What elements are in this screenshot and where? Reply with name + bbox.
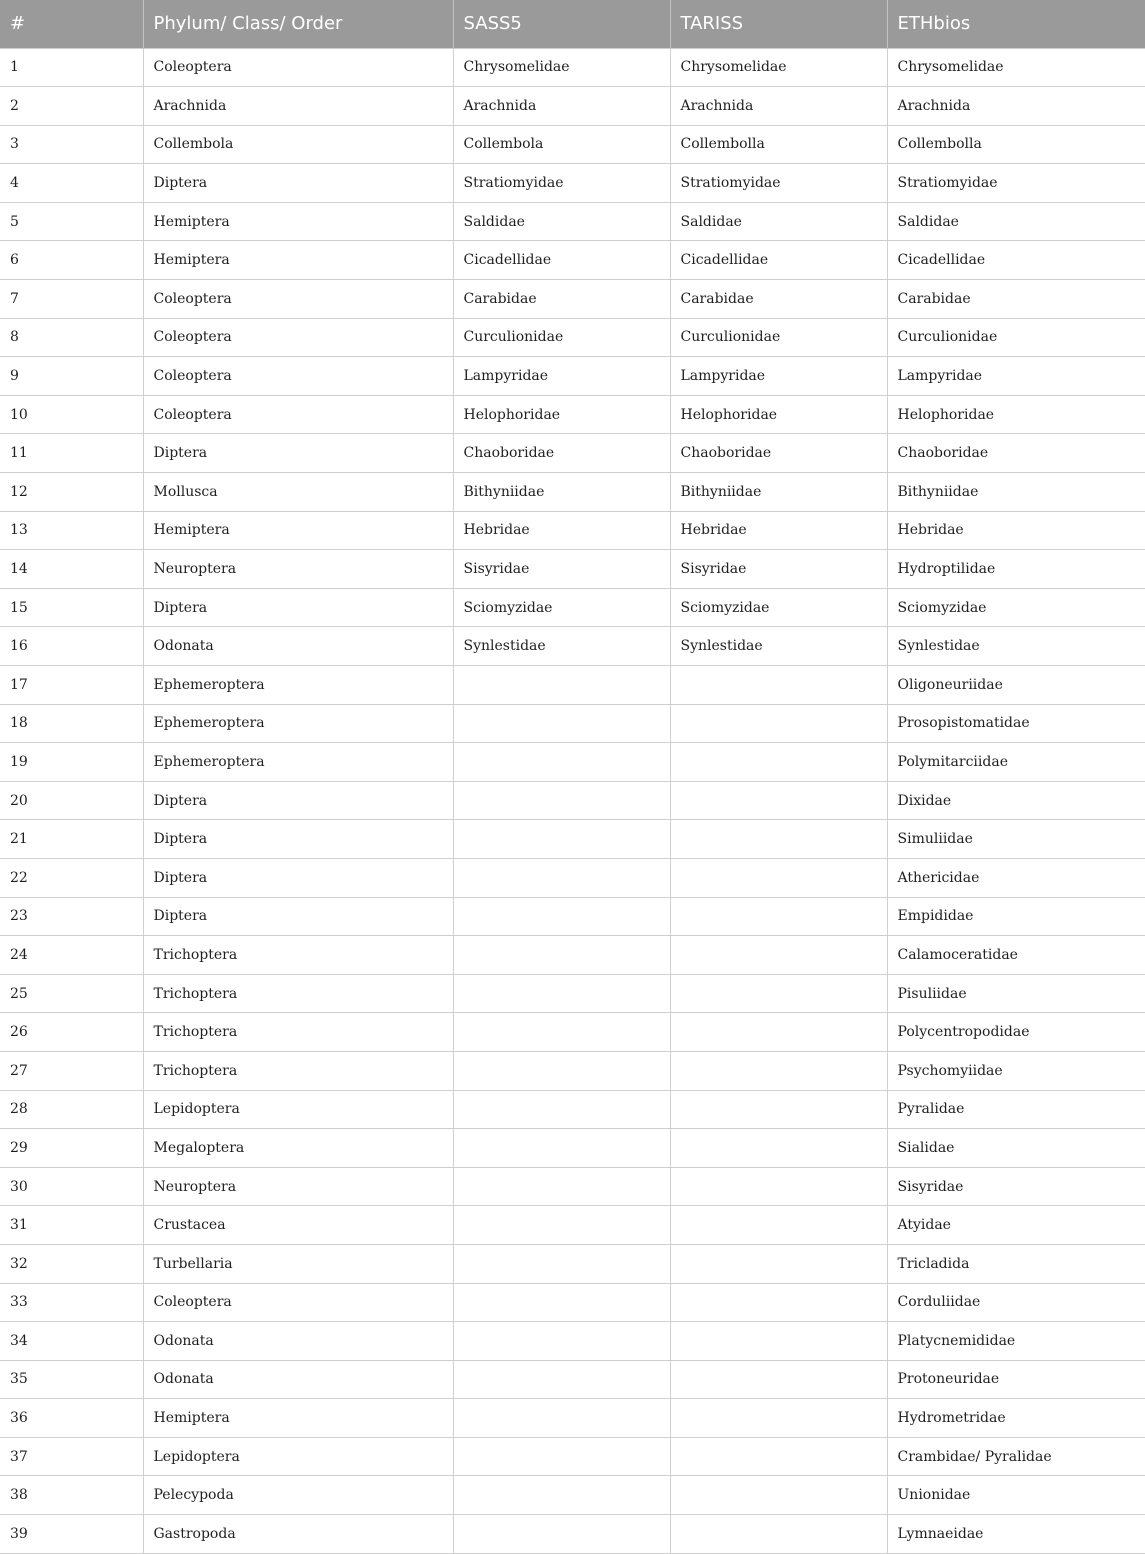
cell-sass5 — [453, 1399, 670, 1438]
table-row — [0, 627, 1145, 666]
cell-index: 38 — [0, 1476, 143, 1515]
cell-ethbios: Polycentropodidae — [887, 1013, 1145, 1052]
cell-sass5 — [453, 1244, 670, 1283]
cell-phylum-class-order: Coleoptera — [143, 1283, 453, 1322]
cell-index: 23 — [0, 897, 143, 936]
cell-sass5: Lampyridae — [453, 357, 670, 396]
cell-ethbios: Sciomyzidae — [887, 588, 1145, 627]
cell-ethbios: Sialidae — [887, 1129, 1145, 1168]
cell-sass5: Collembola — [453, 125, 670, 164]
table-row — [0, 395, 1145, 434]
cell-tariss — [670, 1515, 887, 1554]
cell-sass5 — [453, 1283, 670, 1322]
cell-ethbios: Lymnaeidae — [887, 1515, 1145, 1554]
cell-sass5: Sciomyzidae — [453, 588, 670, 627]
cell-ethbios: Platycnemididae — [887, 1322, 1145, 1361]
cell-ethbios: Cicadellidae — [887, 241, 1145, 280]
cell-ethbios: Chrysomelidae — [887, 48, 1145, 87]
cell-phylum-class-order: Lepidoptera — [143, 1090, 453, 1129]
cell-phylum-class-order: Trichoptera — [143, 1051, 453, 1090]
cell-phylum-class-order: Trichoptera — [143, 936, 453, 975]
cell-phylum-class-order: Diptera — [143, 897, 453, 936]
cell-phylum-class-order: Hemiptera — [143, 1399, 453, 1438]
table-row — [0, 318, 1145, 357]
cell-ethbios: Protoneuridae — [887, 1360, 1145, 1399]
cell-tariss: Chrysomelidae — [670, 48, 887, 87]
cell-sass5: Carabidae — [453, 280, 670, 319]
cell-ethbios: Empididae — [887, 897, 1145, 936]
cell-index: 18 — [0, 704, 143, 743]
cell-phylum-class-order: Ephemeroptera — [143, 666, 453, 705]
cell-sass5: Hebridae — [453, 511, 670, 550]
cell-index: 27 — [0, 1051, 143, 1090]
cell-phylum-class-order: Lepidoptera — [143, 1437, 453, 1476]
cell-tariss — [670, 974, 887, 1013]
cell-sass5: Synlestidae — [453, 627, 670, 666]
cell-phylum-class-order: Hemiptera — [143, 511, 453, 550]
cell-index: 35 — [0, 1360, 143, 1399]
cell-phylum-class-order: Coleoptera — [143, 48, 453, 87]
cell-ethbios: Calamoceratidae — [887, 936, 1145, 975]
header-row — [0, 0, 1145, 48]
cell-index: 7 — [0, 280, 143, 319]
cell-sass5 — [453, 1360, 670, 1399]
cell-tariss — [670, 1129, 887, 1168]
cell-ethbios: Carabidae — [887, 280, 1145, 319]
cell-phylum-class-order: Crustacea — [143, 1206, 453, 1245]
cell-index: 17 — [0, 666, 143, 705]
cell-tariss: Sisyridae — [670, 550, 887, 589]
cell-index: 22 — [0, 858, 143, 897]
cell-ethbios: Helophoridae — [887, 395, 1145, 434]
cell-index: 36 — [0, 1399, 143, 1438]
cell-phylum-class-order: Odonata — [143, 1322, 453, 1361]
cell-tariss — [670, 820, 887, 859]
cell-sass5: Helophoridae — [453, 395, 670, 434]
cell-tariss — [670, 1283, 887, 1322]
cell-index: 2 — [0, 87, 143, 126]
cell-sass5 — [453, 1129, 670, 1168]
cell-index: 33 — [0, 1283, 143, 1322]
table-row — [0, 936, 1145, 975]
cell-phylum-class-order: Mollusca — [143, 473, 453, 512]
cell-ethbios: Pyralidae — [887, 1090, 1145, 1129]
table-row — [0, 588, 1145, 627]
cell-ethbios: Corduliidae — [887, 1283, 1145, 1322]
cell-sass5 — [453, 936, 670, 975]
cell-tariss — [670, 1051, 887, 1090]
cell-sass5 — [453, 820, 670, 859]
cell-ethbios: Bithyniidae — [887, 473, 1145, 512]
cell-phylum-class-order: Coleoptera — [143, 395, 453, 434]
cell-sass5 — [453, 1090, 670, 1129]
table-row — [0, 1244, 1145, 1283]
cell-sass5 — [453, 858, 670, 897]
table-row — [0, 1283, 1145, 1322]
cell-tariss: Chaoboridae — [670, 434, 887, 473]
cell-sass5 — [453, 1013, 670, 1052]
cell-ethbios: Sisyridae — [887, 1167, 1145, 1206]
cell-ethbios: Hebridae — [887, 511, 1145, 550]
cell-phylum-class-order: Gastropoda — [143, 1515, 453, 1554]
cell-tariss: Hebridae — [670, 511, 887, 550]
table-header — [0, 0, 1145, 48]
table-row — [0, 87, 1145, 126]
table-row — [0, 280, 1145, 319]
cell-tariss — [670, 1013, 887, 1052]
cell-index: 26 — [0, 1013, 143, 1052]
table-row — [0, 1167, 1145, 1206]
cell-tariss — [670, 1360, 887, 1399]
cell-tariss — [670, 1167, 887, 1206]
cell-tariss: Lampyridae — [670, 357, 887, 396]
header-index: # — [0, 0, 143, 48]
cell-sass5 — [453, 897, 670, 936]
cell-phylum-class-order: Arachnida — [143, 87, 453, 126]
cell-tariss — [670, 1399, 887, 1438]
cell-index: 20 — [0, 781, 143, 820]
cell-index: 32 — [0, 1244, 143, 1283]
cell-sass5 — [453, 1322, 670, 1361]
cell-sass5 — [453, 781, 670, 820]
cell-tariss — [670, 1244, 887, 1283]
table-row — [0, 820, 1145, 859]
cell-index: 14 — [0, 550, 143, 589]
cell-ethbios: Curculionidae — [887, 318, 1145, 357]
cell-sass5 — [453, 974, 670, 1013]
cell-ethbios: Lampyridae — [887, 357, 1145, 396]
cell-index: 3 — [0, 125, 143, 164]
table-row — [0, 1206, 1145, 1245]
table-row — [0, 434, 1145, 473]
cell-sass5: Sisyridae — [453, 550, 670, 589]
table-body — [0, 48, 1145, 1553]
cell-ethbios: Dixidae — [887, 781, 1145, 820]
cell-phylum-class-order: Coleoptera — [143, 318, 453, 357]
cell-ethbios: Chaoboridae — [887, 434, 1145, 473]
table-row — [0, 1090, 1145, 1129]
cell-phylum-class-order: Diptera — [143, 781, 453, 820]
cell-index: 21 — [0, 820, 143, 859]
cell-index: 24 — [0, 936, 143, 975]
cell-sass5 — [453, 666, 670, 705]
table-row — [0, 1476, 1145, 1515]
cell-phylum-class-order: Diptera — [143, 164, 453, 203]
cell-phylum-class-order: Megaloptera — [143, 1129, 453, 1168]
cell-index: 1 — [0, 48, 143, 87]
cell-phylum-class-order: Collembola — [143, 125, 453, 164]
cell-index: 9 — [0, 357, 143, 396]
table-row — [0, 164, 1145, 203]
cell-index: 16 — [0, 627, 143, 666]
cell-tariss — [670, 666, 887, 705]
cell-ethbios: Unionidae — [887, 1476, 1145, 1515]
header-tariss: TARISS — [670, 0, 887, 48]
cell-index: 4 — [0, 164, 143, 203]
cell-phylum-class-order: Diptera — [143, 588, 453, 627]
cell-tariss — [670, 781, 887, 820]
cell-phylum-class-order: Diptera — [143, 434, 453, 473]
cell-sass5: Stratiomyidae — [453, 164, 670, 203]
cell-sass5 — [453, 1476, 670, 1515]
table-row — [0, 1051, 1145, 1090]
cell-index: 13 — [0, 511, 143, 550]
cell-ethbios: Hydroptilidae — [887, 550, 1145, 589]
cell-phylum-class-order: Trichoptera — [143, 974, 453, 1013]
cell-tariss — [670, 897, 887, 936]
cell-sass5: Cicadellidae — [453, 241, 670, 280]
cell-tariss — [670, 1090, 887, 1129]
cell-index: 8 — [0, 318, 143, 357]
cell-sass5 — [453, 1515, 670, 1554]
table-row — [0, 743, 1145, 782]
table-row — [0, 241, 1145, 280]
cell-ethbios: Tricladida — [887, 1244, 1145, 1283]
cell-sass5 — [453, 1437, 670, 1476]
cell-ethbios: Arachnida — [887, 87, 1145, 126]
cell-phylum-class-order: Neuroptera — [143, 550, 453, 589]
cell-tariss — [670, 743, 887, 782]
cell-index: 30 — [0, 1167, 143, 1206]
table-row — [0, 550, 1145, 589]
cell-tariss: Synlestidae — [670, 627, 887, 666]
table-row — [0, 897, 1145, 936]
cell-phylum-class-order: Turbellaria — [143, 1244, 453, 1283]
cell-sass5 — [453, 1206, 670, 1245]
cell-index: 11 — [0, 434, 143, 473]
cell-phylum-class-order: Diptera — [143, 858, 453, 897]
cell-index: 10 — [0, 395, 143, 434]
cell-ethbios: Stratiomyidae — [887, 164, 1145, 203]
cell-ethbios: Prosopistomatidae — [887, 704, 1145, 743]
cell-tariss — [670, 1206, 887, 1245]
cell-tariss: Sciomyzidae — [670, 588, 887, 627]
cell-tariss: Cicadellidae — [670, 241, 887, 280]
header-sass5: SASS5 — [453, 0, 670, 48]
cell-phylum-class-order: Ephemeroptera — [143, 704, 453, 743]
cell-sass5: Chaoboridae — [453, 434, 670, 473]
cell-index: 25 — [0, 974, 143, 1013]
cell-ethbios: Polymitarciidae — [887, 743, 1145, 782]
cell-tariss — [670, 936, 887, 975]
cell-index: 39 — [0, 1515, 143, 1554]
table-row — [0, 202, 1145, 241]
cell-phylum-class-order: Diptera — [143, 820, 453, 859]
cell-phylum-class-order: Pelecypoda — [143, 1476, 453, 1515]
table-row — [0, 48, 1145, 87]
table-row — [0, 781, 1145, 820]
header-ethbios: ETHbios — [887, 0, 1145, 48]
cell-tariss — [670, 858, 887, 897]
cell-phylum-class-order: Coleoptera — [143, 280, 453, 319]
table-row — [0, 125, 1145, 164]
cell-tariss — [670, 1437, 887, 1476]
cell-index: 29 — [0, 1129, 143, 1168]
cell-tariss: Collembolla — [670, 125, 887, 164]
cell-ethbios: Collembolla — [887, 125, 1145, 164]
table-row — [0, 858, 1145, 897]
cell-index: 28 — [0, 1090, 143, 1129]
cell-phylum-class-order: Odonata — [143, 627, 453, 666]
cell-index: 31 — [0, 1206, 143, 1245]
table-row — [0, 1515, 1145, 1554]
cell-phylum-class-order: Coleoptera — [143, 357, 453, 396]
cell-sass5: Saldidae — [453, 202, 670, 241]
cell-index: 5 — [0, 202, 143, 241]
table-row — [0, 1129, 1145, 1168]
table-row — [0, 704, 1145, 743]
table-row — [0, 357, 1145, 396]
cell-index: 6 — [0, 241, 143, 280]
cell-ethbios: Synlestidae — [887, 627, 1145, 666]
cell-sass5: Chrysomelidae — [453, 48, 670, 87]
cell-tariss — [670, 704, 887, 743]
cell-index: 34 — [0, 1322, 143, 1361]
cell-tariss: Helophoridae — [670, 395, 887, 434]
cell-sass5 — [453, 1051, 670, 1090]
cell-tariss: Carabidae — [670, 280, 887, 319]
cell-tariss — [670, 1476, 887, 1515]
cell-index: 15 — [0, 588, 143, 627]
table-row — [0, 1437, 1145, 1476]
cell-sass5: Curculionidae — [453, 318, 670, 357]
cell-sass5 — [453, 704, 670, 743]
table-row — [0, 473, 1145, 512]
cell-ethbios: Oligoneuriidae — [887, 666, 1145, 705]
cell-tariss — [670, 1322, 887, 1361]
table-row — [0, 1360, 1145, 1399]
table-row — [0, 666, 1145, 705]
table-row — [0, 974, 1145, 1013]
cell-ethbios: Hydrometridae — [887, 1399, 1145, 1438]
cell-tariss: Stratiomyidae — [670, 164, 887, 203]
table-row — [0, 1322, 1145, 1361]
cell-ethbios: Saldidae — [887, 202, 1145, 241]
cell-tariss: Bithyniidae — [670, 473, 887, 512]
cell-ethbios: Atyidae — [887, 1206, 1145, 1245]
cell-phylum-class-order: Ephemeroptera — [143, 743, 453, 782]
cell-ethbios: Psychomyiidae — [887, 1051, 1145, 1090]
header-phylum-class-order: Phylum/ Class/ Order — [143, 0, 453, 48]
cell-index: 12 — [0, 473, 143, 512]
cell-ethbios: Athericidae — [887, 858, 1145, 897]
table-row — [0, 1399, 1145, 1438]
cell-ethbios: Crambidae/ Pyralidae — [887, 1437, 1145, 1476]
cell-phylum-class-order: Hemiptera — [143, 202, 453, 241]
cell-phylum-class-order: Odonata — [143, 1360, 453, 1399]
cell-tariss: Arachnida — [670, 87, 887, 126]
cell-tariss: Curculionidae — [670, 318, 887, 357]
cell-ethbios: Pisuliidae — [887, 974, 1145, 1013]
cell-index: 19 — [0, 743, 143, 782]
table-row — [0, 511, 1145, 550]
cell-sass5: Arachnida — [453, 87, 670, 126]
cell-sass5 — [453, 1167, 670, 1206]
cell-sass5: Bithyniidae — [453, 473, 670, 512]
cell-ethbios: Simuliidae — [887, 820, 1145, 859]
cell-tariss: Saldidae — [670, 202, 887, 241]
cell-phylum-class-order: Hemiptera — [143, 241, 453, 280]
table-row — [0, 1013, 1145, 1052]
cell-phylum-class-order: Trichoptera — [143, 1013, 453, 1052]
cell-sass5 — [453, 743, 670, 782]
cell-phylum-class-order: Neuroptera — [143, 1167, 453, 1206]
cell-index: 37 — [0, 1437, 143, 1476]
